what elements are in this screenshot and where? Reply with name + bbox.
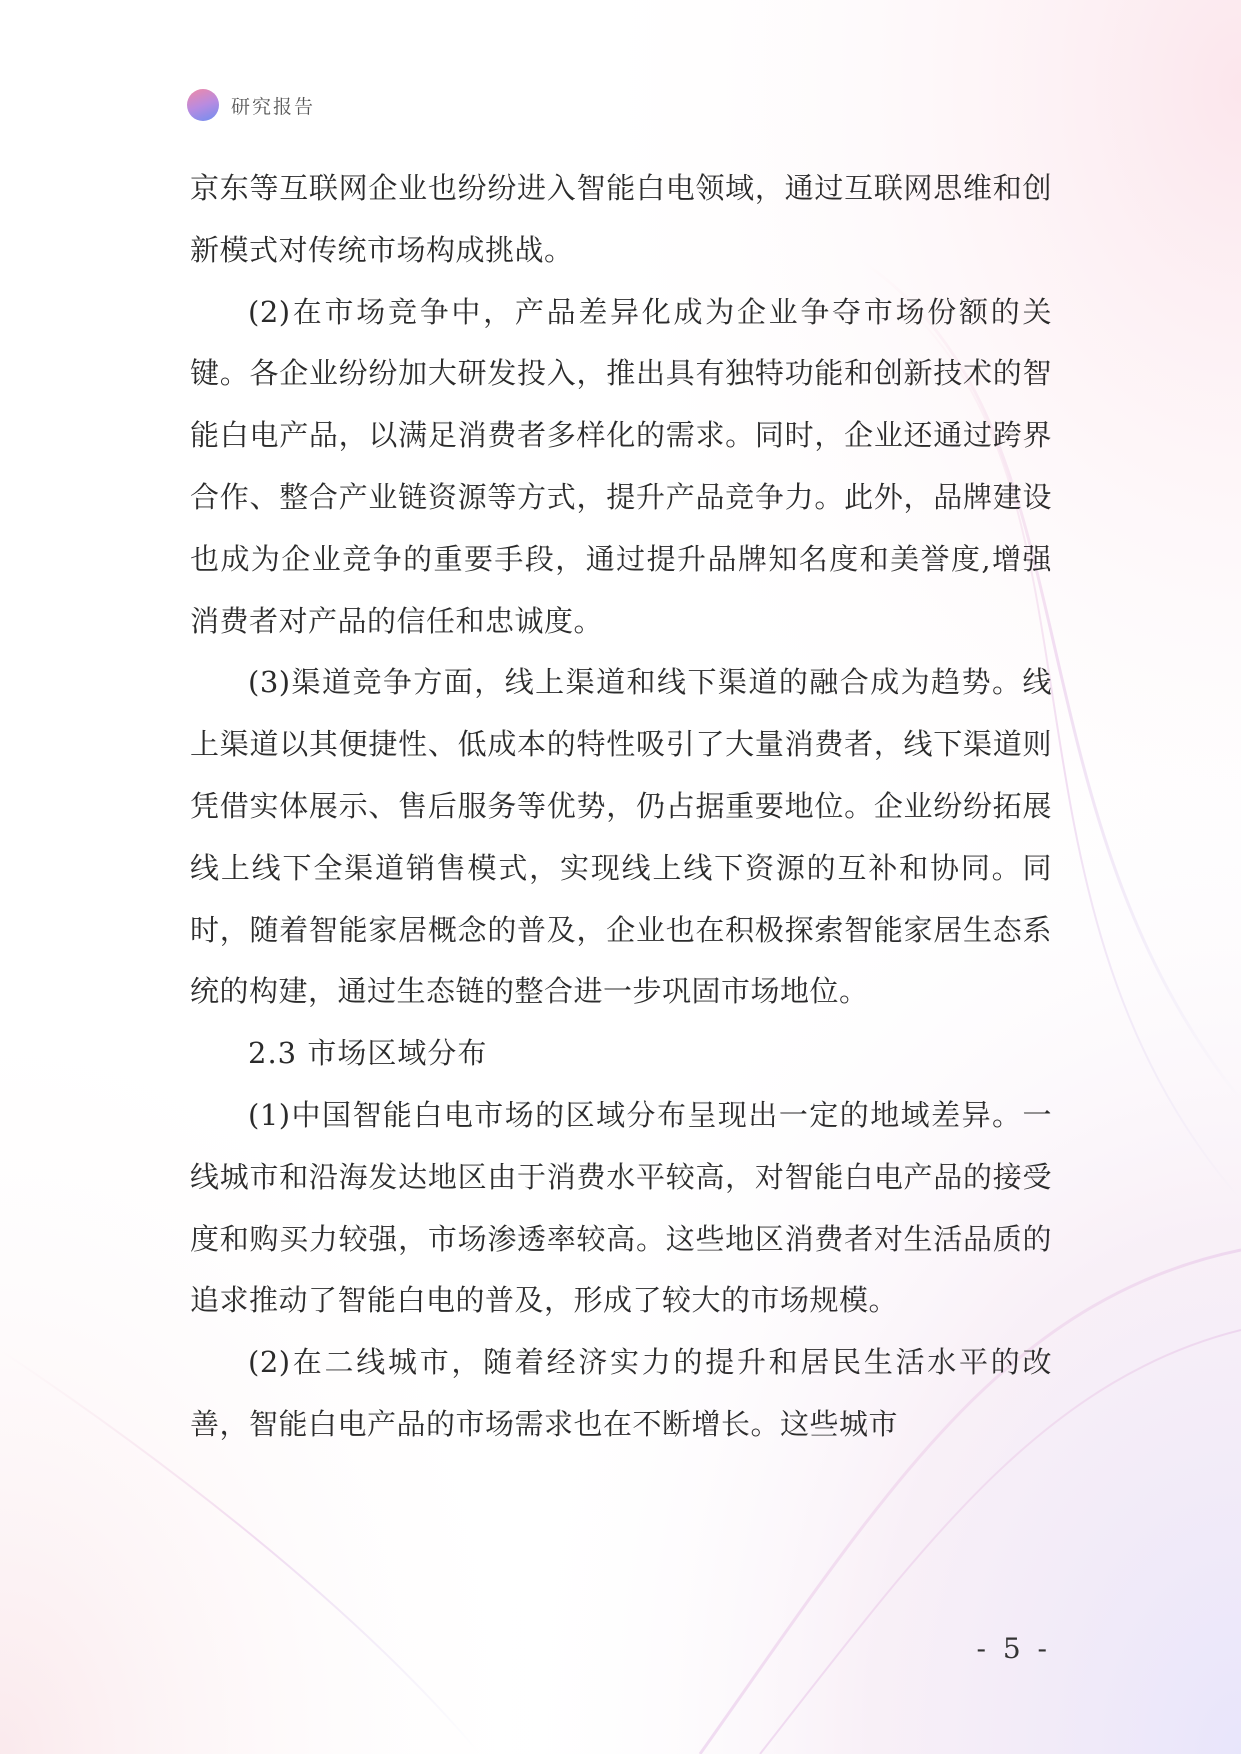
document-body [190,158,1052,1456]
page-number: - 5 - [976,1632,1051,1665]
logo-circle-icon [187,89,219,121]
paragraph-regional-distribution-2: (2)在二线城市，随着经济实力的提升和居民生活水平的改善，智能白电产品的市场需求也在不断增长。这些城市 [190,1345,1052,1441]
paragraph-regional-distribution-1: (1)中国智能白电市场的区域分布呈现出一定的地域差异。一线城市和沿海发达地区由于消费水平较高，对智能白电产品的接受度和购买力较强，市场渗透率较高。这些地区消费者对生活品质的追求推动了智能白电的普及，形成了较大的市场规模。 [190,1097,1052,1318]
paragraph-channel-competition: (3)渠道竞争方面，线上渠道和线下渠道的融合成为趋势。线上渠道以其便捷性、低成本的特性吸引了大量消费者，线下渠道则凭借实体展示、售后服务等优势，仍占据重要地位。企业纷纷拓展线上线下全渠道销售模式，实现线上线下资源的互补和协同。同时，随着智能家居概念的普及，企业也在积极探索智能家居生态系统的构建，通过生态链的整合进一步巩固市场地位。 [190,665,1052,1009]
paragraph-competition-differentiation: (2)在市场竞争中，产品差异化成为企业争夺市场份额的关键。各企业纷纷加大研发投入，推出具有独特功能和创新技术的智能白电产品，以满足消费者多样化的需求。同时，企业还通过跨界合作、整合产业链资源等方式，提升产品竞争力。此外，品牌建设也成为企业竞争的重要手段，通过提升品牌知名度和美誉度,增强消费者对产品的信任和忠诚度。 [190,294,1052,638]
header-title: 研究报告 [231,95,316,118]
section-heading: 2.3 市场区域分布 [248,1036,488,1071]
paragraph-continued: 京东等互联网企业也纷纷进入智能白电领域，通过互联网思维和创新模式对传统市场构成挑战。 [190,171,1052,267]
report-header [187,88,315,122]
